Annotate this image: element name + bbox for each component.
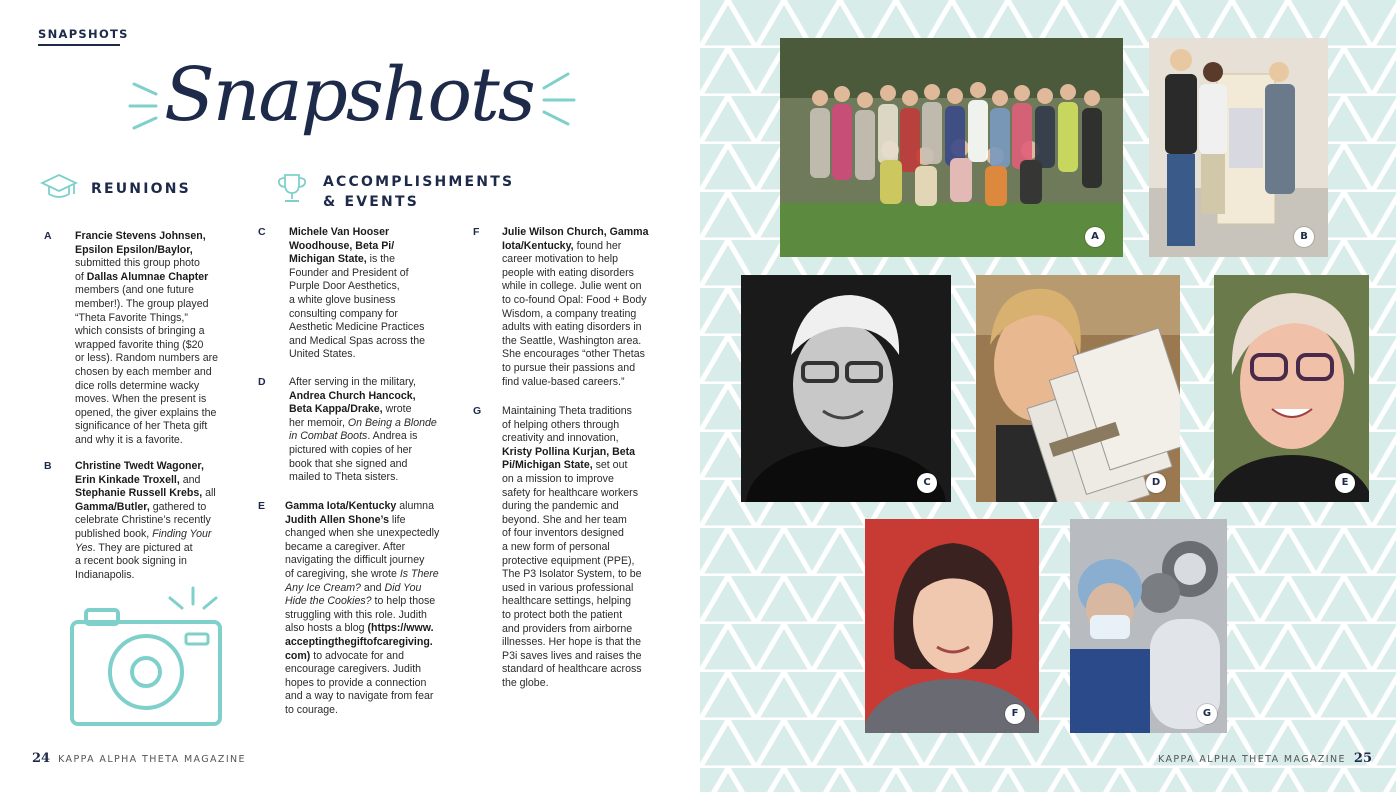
entry-name: Christine Twedt Wagoner, Erin Kinkade Troxell, bbox=[75, 460, 204, 486]
entry-name: Andrea Church Hancock, Beta Kappa/Drake, bbox=[289, 389, 416, 416]
entry-text: is the Founder and President of Purple Door Aesthetics, a white glove business consulting company for Aesthetic Medicine Practices and Medical Spas across the United States. bbox=[289, 253, 426, 361]
entry-name: Stephanie Russell Krebs, bbox=[75, 487, 203, 500]
portrait-photo-icon bbox=[741, 275, 951, 502]
entry-letter: D bbox=[258, 376, 266, 388]
entry-text: found her career motivation to help people with eating disorders while in college. Julie went on to co-found Opal: Food + Body Wisdom, a company treating adults with eating disorders in the Seattle, Washington area. She encourages “other Thetas to pursue their passions and find value-based careers.” bbox=[502, 239, 647, 388]
entry-letter: A bbox=[44, 230, 52, 242]
entry-chapter: Gamma Iota/Kentucky bbox=[285, 500, 397, 512]
page-title: Snapshots bbox=[164, 52, 534, 138]
entry-name: Francie Stevens Johnsen, Epsilon Epsilon/Baylor, bbox=[75, 230, 206, 256]
entry-e bbox=[258, 500, 463, 718]
portrait-photo-icon bbox=[865, 519, 1039, 733]
entry-text: to help those struggling with this role. Judith also hosts a blog bbox=[285, 595, 436, 635]
entry-letter: E bbox=[258, 500, 266, 512]
section-tag: SNAPSHOTS bbox=[38, 27, 129, 41]
entry-c bbox=[258, 226, 459, 362]
entry-text: gathered to celebrate Christine’s recently published book, bbox=[75, 500, 211, 540]
magazine-name-left: KAPPA ALPHA THETA MAGAZINE bbox=[58, 754, 246, 765]
hospital-photo-icon bbox=[1070, 519, 1227, 733]
photo-label-c: C bbox=[917, 473, 937, 493]
entry-name: Judith Allen Shone’s bbox=[285, 513, 389, 526]
book-title: Finding Your Yes bbox=[75, 527, 212, 554]
book-signing-photo-icon bbox=[1149, 38, 1328, 257]
entry-text: all bbox=[205, 487, 216, 500]
group-photo-icon bbox=[780, 38, 1123, 257]
photo-d bbox=[976, 275, 1180, 502]
reunions-heading: REUNIONS bbox=[91, 181, 191, 197]
entry-name: Michele Van Hooser Woodhouse, Beta Pi/ Michigan State, bbox=[289, 226, 395, 266]
entry-text: set out on a mission to improve safety for healthcare workers during the pandemic and beyond. She and her team of four inventors designed a new form of personal protective equipment (PPE), The P3 Isolator System, to be used in various professional healthcare settings, helping to protect both the patient and providers from airborne illnesses. Her hope is that the P3i saves lives and raises the standard of healthcare across the globe. bbox=[502, 459, 642, 689]
entry-text: to advocate for and encourage caregivers. Judith hopes to provide a connection and a way to navigate from fear to courage. bbox=[285, 649, 434, 716]
entry-letter: B bbox=[44, 460, 52, 472]
folio-left bbox=[32, 751, 246, 766]
photo-label-e: E bbox=[1335, 473, 1355, 493]
entry-letter: F bbox=[473, 226, 480, 238]
camera-icon bbox=[66, 584, 226, 730]
entry-text: . Andrea is pictured with copies of her book that she signed and mailed to Theta sisters. bbox=[289, 430, 418, 484]
photo-c bbox=[741, 275, 951, 502]
entry-text: members (and one future member!). The group played “Theta Favorite Things,” which consists of bringing a wrapped favorite thing ($20 or less). Random numbers are chosen by each member and dice rolls determine wacky moves. When the present is opened, the giver explains the significance of her Theta gift and why it is a favorite. bbox=[75, 284, 219, 446]
book-title: Is There Any Ice Cream? bbox=[285, 567, 439, 594]
section-tag-underline bbox=[38, 44, 120, 46]
entry-text: wrote her memoir, bbox=[289, 403, 412, 429]
entry-text: . They are pictured at a recent book signing in Indianapolis. bbox=[75, 541, 193, 581]
left-sparkle-icon bbox=[128, 76, 162, 136]
entry-name: Kristy Pollina Kurjan, Beta Pi/Michigan State, bbox=[502, 445, 636, 472]
entry-b bbox=[44, 460, 250, 582]
entry-text: After serving in the military, bbox=[289, 376, 416, 388]
photo-a bbox=[780, 38, 1123, 257]
accomplishments-heading-line1: ACCOMPLISHMENTS bbox=[323, 174, 515, 190]
photo-e bbox=[1214, 275, 1369, 502]
folio-right bbox=[1158, 751, 1372, 766]
selfie-with-books-photo-icon bbox=[976, 275, 1180, 502]
right-page bbox=[700, 0, 1396, 792]
entry-letter: C bbox=[258, 226, 266, 238]
entry-chapter: Gamma/Butler, bbox=[75, 500, 150, 513]
accomplishments-heading-line2: & EVENTS bbox=[323, 194, 419, 210]
entry-a bbox=[44, 230, 250, 448]
entry-letter: G bbox=[473, 405, 482, 417]
book-title: Did You Hide the Cookies? bbox=[285, 581, 422, 608]
portrait-photo-icon bbox=[1214, 275, 1369, 502]
photo-label-d: D bbox=[1146, 473, 1166, 493]
entry-name: Julie Wilson Church, Gamma Iota/Kentucky, bbox=[502, 226, 649, 252]
page-number-right: 25 bbox=[1353, 751, 1372, 766]
photo-b bbox=[1149, 38, 1328, 257]
photo-f bbox=[865, 519, 1039, 733]
entry-text: submitted this group photo of bbox=[75, 257, 200, 283]
entry-chapter: Dallas Alumnae Chapter bbox=[86, 270, 209, 283]
entry-f bbox=[473, 226, 677, 389]
book-title: On Being a Blonde in Combat Boots bbox=[289, 416, 437, 443]
blog-url: (https://www. acceptingthegiftofcaregiving. com) bbox=[285, 622, 434, 662]
graduation-cap-icon bbox=[40, 172, 78, 202]
page-number-left: 24 bbox=[32, 751, 51, 766]
entry-text: and bbox=[182, 473, 201, 486]
entry-text: and bbox=[360, 581, 385, 594]
title-block bbox=[128, 40, 578, 160]
photo-label-a: A bbox=[1085, 227, 1105, 247]
photo-g bbox=[1070, 519, 1227, 733]
photo-label-f: F bbox=[1005, 704, 1025, 724]
entry-text: life changed when she unexpectedly became a caregiver. After navigating the difficult journey of caregiving, she wrote bbox=[285, 513, 440, 580]
trophy-icon bbox=[276, 172, 308, 206]
photo-label-b: B bbox=[1294, 227, 1314, 247]
entry-text: alumna bbox=[399, 500, 434, 512]
photo-label-g: G bbox=[1197, 704, 1217, 724]
entry-g bbox=[473, 405, 677, 690]
entry-d bbox=[258, 376, 459, 485]
right-sparkle-icon bbox=[538, 70, 578, 130]
magazine-name-right: KAPPA ALPHA THETA MAGAZINE bbox=[1158, 754, 1346, 765]
entry-text: Maintaining Theta traditions of helping others through creativity and innovation, bbox=[502, 405, 632, 445]
